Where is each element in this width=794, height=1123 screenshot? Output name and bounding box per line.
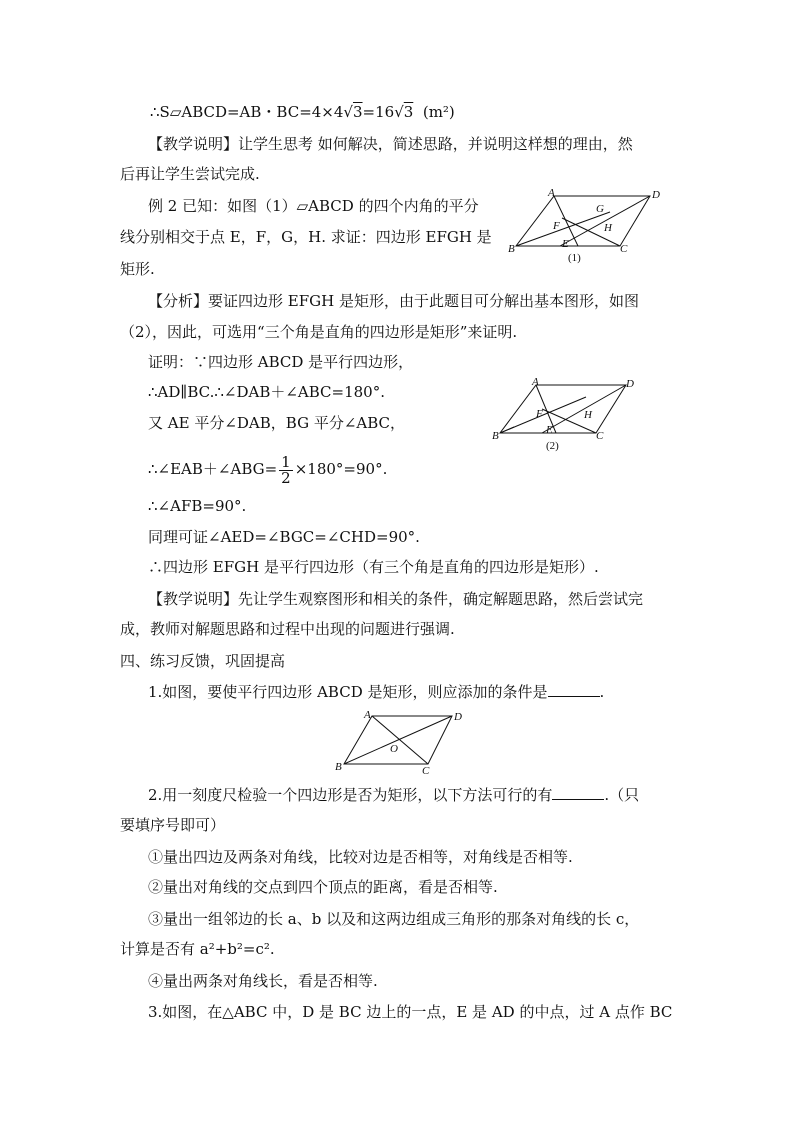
teaching-note-2-line-1: 【教学说明】先让学生观察图形和相关的条件，确定解题思路，然后尝试完 [148,590,644,608]
area-formula-line [150,102,455,122]
proof-line-1: 证明：∵四边形 ABCD 是平行四边形， [148,353,414,371]
proof-line-2: ∴AD∥BC.∴∠DAB＋∠ABC=180°. [148,383,385,401]
fig3-label-a: A [364,709,371,721]
fig1-label-b: B [508,243,515,255]
example-2-line-2: 线分别相交于点 E，F，G，H. 求证：四边形 EFGH 是 [120,228,492,246]
question-3-line-1: 3.如图，在△ABC 中，D 是 BC 边上的一点，E 是 AD 的中点，过 A 点作 BC [148,1003,673,1021]
example-2-line-1: 例 2 已知：如图（1）▱ABCD 的四个内角的平分 [148,197,479,215]
fig1-caption: (1) [568,252,581,264]
question-2-line-2: 要填序号即可） [120,816,226,834]
figure-3-parallelogram [330,708,470,776]
figure-1-parallelogram [506,186,666,266]
answer-blank-2[interactable] [552,785,604,800]
proof-line-4 [148,452,387,486]
question-1-text: 1.如图，要使平行四边形 ABCD 是矩形，则应添加的条件是 [148,683,548,701]
question-2-tail: .（只 [604,786,640,804]
area-sqrt-2: 3 [403,103,414,121]
fig2-label-d: D [626,378,634,390]
analysis-line-2: （2），因此，可选用“三个角是直角的四边形是矩形”来证明. [120,323,518,341]
fig1-label-g: G [596,203,604,215]
fig2-label-f: F [536,408,543,420]
proof-line-7: ∴四边形 EFGH 是平行四边形（有三个角是直角的四边形是矩形）. [148,558,599,576]
proof-line-6: 同理可证∠AED=∠BGC=∠CHD=90°. [148,528,420,546]
sqrt-sign: √ [343,103,353,121]
fig1-label-d: D [652,189,660,201]
fig3-label-o: O [390,743,398,755]
fig3-label-c: C [422,765,430,776]
teaching-note-1-line-1: 【教学说明】让学生思考 如何解决，简述思路，并说明这样想的理由，然 [148,135,633,153]
sqrt-sign: √ [394,103,404,121]
fig1-label-a: A [548,187,555,199]
figure-2-parallelogram [490,373,640,453]
fig1-label-e: E [562,238,569,250]
area-formula-part-a: ∴S▱ABCD=AB・BC=4×4 [150,103,344,121]
fraction-numerator: 1 [281,452,291,471]
proof-line-5: ∴∠AFB=90°. [148,497,247,515]
option-3-line-2: 计算是否有 a²+b²=c². [120,940,275,958]
option-2: ②量出对角线的交点到四个顶点的距离，看是否相等. [148,878,498,896]
area-sqrt-1: 3 [352,103,363,121]
question-2-text: 2.用一刻度尺检验一个四边形是否为矩形，以下方法可行的有 [148,786,553,804]
fraction-denominator: 2 [281,468,291,487]
fig2-label-e: E [546,424,553,436]
fig1-label-f: F [553,220,560,232]
fig2-caption: (2) [546,440,559,452]
proof-4-part-b: ×180°=90°. [294,460,388,478]
section-4-heading: 四、练习反馈，巩固提高 [120,652,286,670]
analysis-line-1: 【分析】要证四边形 EFGH 是矩形，由于此题目可分解出基本图形，如图 [148,292,639,310]
question-1 [148,682,604,702]
fig2-label-c: C [596,430,604,442]
area-unit: (m²) [422,103,455,121]
fig2-label-b: B [492,430,499,442]
example-2-line-3: 矩形. [120,260,155,278]
fig3-label-d: D [454,711,462,723]
teaching-note-1-line-2: 后再让学生尝试完成. [120,165,260,183]
option-1: ①量出四边及两条对角线，比较对边是否相等，对角线是否相等. [148,848,573,866]
question-2-line-1 [148,785,639,805]
fig1-label-c: C [620,243,628,255]
option-4: ④量出两条对角线长，看是否相等. [148,972,378,990]
proof-4-part-a: ∴∠EAB＋∠ABG= [148,460,278,478]
question-1-end: . [599,683,605,701]
fig2-label-a: A [532,376,539,388]
fig2-label-h: H [584,409,592,421]
area-formula-part-b: =16 [362,103,395,121]
option-3-line-1: ③量出一组邻边的长 a、b 以及和这两边组成三角形的那条对角线的长 c， [148,910,640,928]
teaching-note-2-line-2: 成，教师对解题思路和过程中出现的问题进行强调. [120,620,455,638]
answer-blank-1[interactable] [548,682,600,697]
fig3-label-b: B [335,761,342,773]
proof-line-3: 又 AE 平分∠DAB，BG 平分∠ABC， [148,414,406,432]
fig1-label-h: H [604,222,612,234]
fraction-one-half [279,452,293,487]
